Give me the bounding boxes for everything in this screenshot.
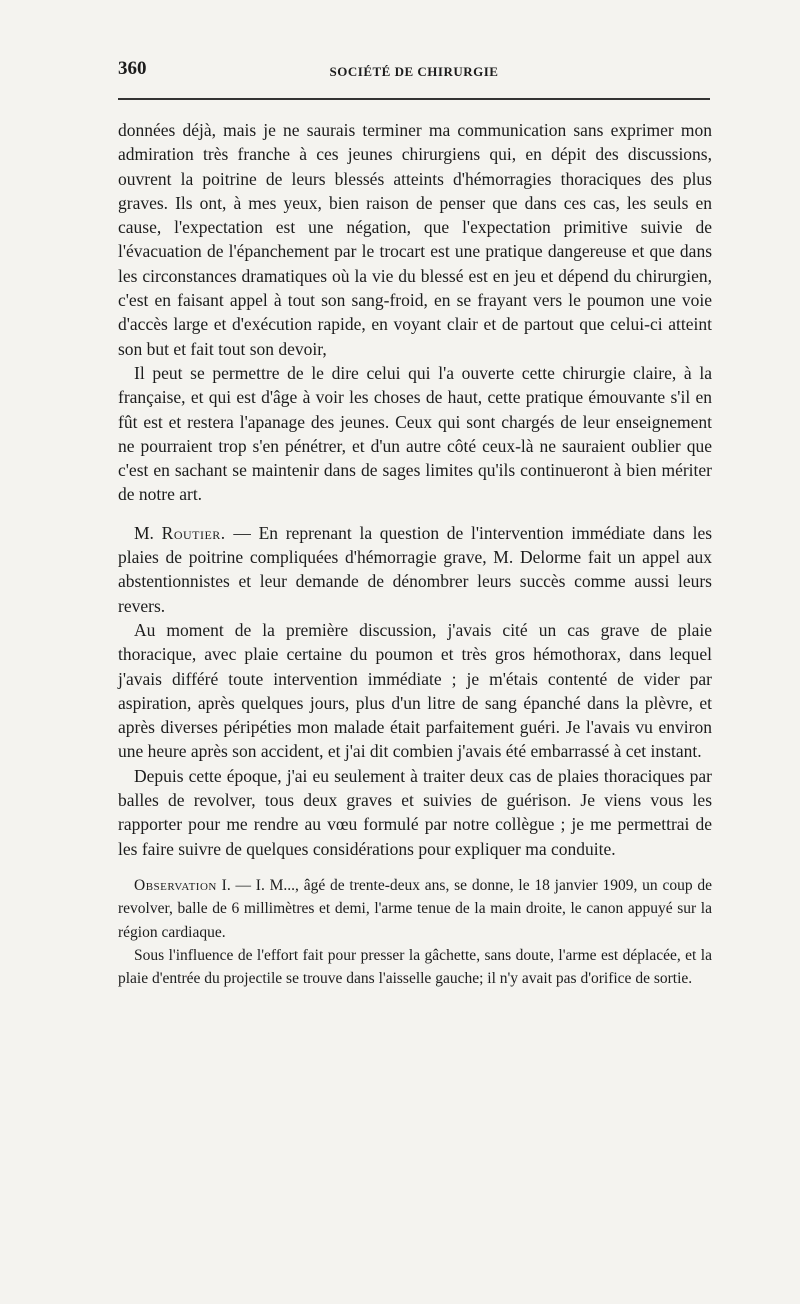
observation-block — [118, 874, 712, 990]
paragraph: Il peut se permettre de le dire celui qui l'a ouverte cette chirurgie claire, à la française, et qui est d'âge à voir les choses de haut, cette pratique émouvante s'il en fût est et restera l'apanage des jeunes. Ceux qui sont chargés de leur enseignement ne pourraient trop s'en pénétrer, et d'un autre côté ceux-là ne sauraient oublier que c'est en sachant se maintenir dans de sages limites qu'ils continueront à bien mériter de notre art. — [118, 362, 712, 505]
page-body — [118, 118, 712, 990]
speaker-name: Routier. — [161, 522, 226, 543]
observation-paragraph — [118, 874, 712, 944]
paragraph-continuation: données déjà, mais je ne saurais terminer ma communication sans exprimer mon admiration très franche à ces jeunes chirurgiens qui, en dépit des discussions, ouvrent la poitrine de leurs blessés atteints d'hémorragies thoraciques des plus graves. Ils ont, à mes yeux, bien raison de penser que dans ces cas, les seuls en cause, l'expectation est une négation, que l'expectation primitive suivie de l'évacuation de l'épanchement par le trocart est une pratique dangereuse et que dans les circonstances dramatiques où la vie du blessé est en jeu et dépend du chirurgien, c'est en faisant appel à tout son sang-froid, en se frayant vers le poumon une voie d'accès large et d'exécution rapide, en voyant clair et de partout que celui-ci atteint son but et fait tout son devoir, — [118, 120, 712, 359]
main-text — [118, 118, 712, 861]
observation-paragraph: Sous l'influence de l'effort fait pour presser la gâchette, sans doute, l'arme est déplacée, et la plaie d'entrée du projectile se trouve dans l'aisselle gauche; il n'y avait pas d'orifice de sortie. — [118, 946, 712, 988]
header-rule — [118, 98, 710, 100]
observation-number: I. — [221, 876, 231, 894]
observation-dash: — — [235, 876, 251, 894]
paragraph: Depuis cette époque, j'ai eu seulement à traiter deux cas de plaies thoraciques par balles de revolver, tous deux graves et suivies de guérison. Je viens vous les rapporter pour me rendre au vœu formulé par notre collègue ; je me permettrai de les faire suivre de quelques considérations pour expliquer ma conduite. — [118, 765, 712, 859]
speaker-dash: — — [233, 522, 251, 543]
page-number: 360 — [118, 58, 147, 79]
observation-text: I. M..., âgé de trente-deux ans, se donne, le 18 janvier 1909, un coup de revolver, balle de 6 millimètres et demi, l'arme tenue de la main droite, le canon appuyé sur la région cardiaque. — [118, 876, 713, 941]
paragraph: Au moment de la première discussion, j'avais cité un cas grave de plaie thoracique, avec plaie certaine du poumon et très gros hémothorax, dans lequel j'avais différé toute intervention immédiate ; je m'étais contenté de vider par aspiration, après quelques jours, plus d'un litre de sang épanché dans la plèvre, et après diverses péripéties mon malade était parfaitement guéri. Je l'avais vu environ une heure après son accident, et j'ai dit combien j'avais été embarrassé à cet instant. — [118, 619, 712, 762]
speaker-paragraph — [118, 521, 712, 618]
speaker-text: En reprenant la question de l'intervention immédiate dans les plaies de poitrine compliquées d'hémorragie grave, M. Delorme fait un appel aux abstentionnistes et leur demande de dénombrer leurs succès comme aussi leurs revers. — [118, 522, 713, 616]
section-gap — [118, 507, 712, 521]
running-title: SOCIÉTÉ DE CHIRURGIE — [329, 64, 499, 79]
page-header — [118, 58, 710, 90]
section-gap — [118, 861, 712, 874]
speaker-prefix: M. — [134, 522, 154, 543]
observation-label: Observation — [134, 876, 217, 894]
